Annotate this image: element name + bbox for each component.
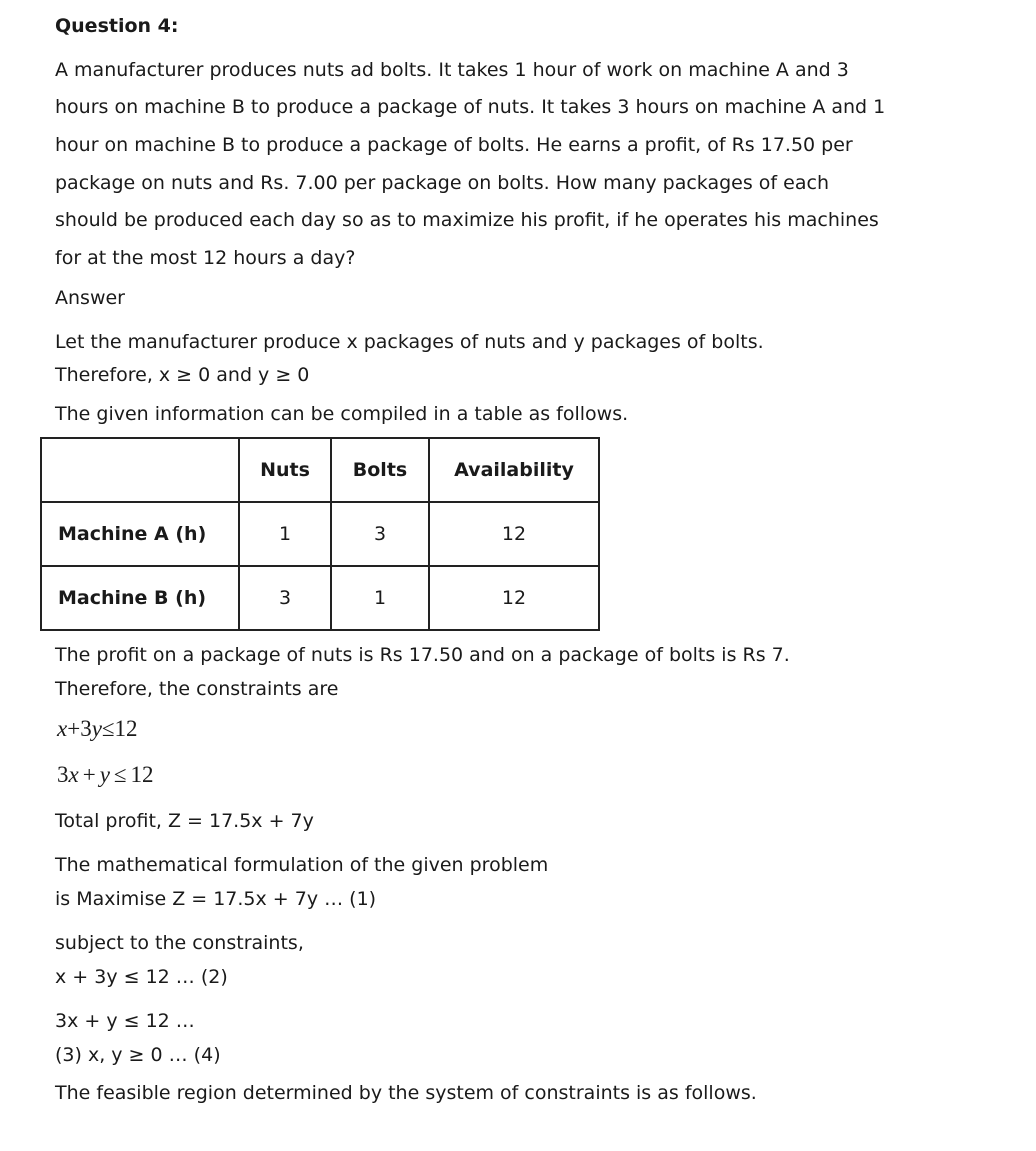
table-intro: The given information can be compiled in a table as follows. (55, 403, 629, 425)
constraint-1-plus: + (67, 716, 81, 741)
table-header-nuts: Nuts (239, 438, 331, 502)
constraint-1-rhs: 12 (114, 716, 138, 741)
table-header-empty (41, 438, 239, 502)
constraints-intro: Therefore, the constraints are (55, 678, 339, 700)
constraint-2-plus: + (82, 762, 96, 787)
table-header-bolts: Bolts (331, 438, 429, 502)
constraint-1-math (57, 715, 138, 743)
table-header-availability: Availability (429, 438, 599, 502)
total-profit: Total profit, Z = 17.5x + 7y (55, 810, 314, 832)
feasible-region-text: The feasible region determined by the system of constraints is as follows. (55, 1082, 757, 1104)
constraint-1-coef: 3 (80, 716, 92, 741)
formulation-line-1: The mathematical formulation of the given problem (55, 854, 549, 876)
constraint-2-coef: 3 (57, 762, 69, 787)
question-line-6: for at the most 12 hours a day? (55, 247, 356, 269)
table-cell-availability: 12 (429, 502, 599, 566)
question-line-5: should be produced each day so as to maximize his profit, if he operates his machines (55, 209, 879, 231)
question-title: Question 4: (55, 15, 179, 37)
constraint-1-rel: ≤ (101, 716, 115, 741)
info-table (40, 437, 600, 631)
constraint-2-math (57, 761, 154, 789)
constraint-2-rhs: 12 (130, 762, 154, 787)
question-line-2: hours on machine B to produce a package of nuts. It takes 3 hours on machine A and 1 (55, 96, 886, 118)
table-header-row (41, 438, 599, 502)
question-line-4: package on nuts and Rs. 7.00 per package on bolts. How many packages of each (55, 172, 829, 194)
table-row (41, 502, 599, 566)
equation-4: (3) x, y ≥ 0 … (4) (55, 1044, 221, 1066)
question-line-1: A manufacturer produces nuts ad bolts. It takes 1 hour of work on machine A and 3 (55, 59, 849, 81)
table-row-label: Machine A (h) (41, 502, 239, 566)
constraint-2-var-y: y (99, 762, 110, 787)
table-row-label: Machine B (h) (41, 566, 239, 630)
question-line-3: hour on machine B to produce a package of bolts. He earns a profit, of Rs 17.50 per (55, 134, 853, 156)
table-cell-nuts: 1 (239, 502, 331, 566)
equation-2: x + 3y ≤ 12 … (2) (55, 966, 228, 988)
constraint-1-var-x: x (57, 716, 68, 741)
formulation-line-2: is Maximise Z = 17.5x + 7y … (1) (55, 888, 377, 910)
equation-3: 3x + y ≤ 12 … (55, 1010, 195, 1032)
table-cell-bolts: 1 (331, 566, 429, 630)
answer-label: Answer (55, 287, 125, 309)
constraint-2-var-x: x (68, 762, 79, 787)
profit-text: The profit on a package of nuts is Rs 17.50 and on a package of bolts is Rs 7. (55, 644, 790, 666)
table-cell-availability: 12 (429, 566, 599, 630)
answer-intro-1: Let the manufacturer produce x packages of nuts and y packages of bolts. (55, 331, 764, 353)
table-row (41, 566, 599, 630)
table-cell-bolts: 3 (331, 502, 429, 566)
constraint-1-var-y: y (91, 716, 102, 741)
subject-to: subject to the constraints, (55, 932, 304, 954)
constraint-2-rel: ≤ (113, 762, 127, 787)
answer-intro-2: Therefore, x ≥ 0 and y ≥ 0 (55, 364, 310, 386)
table-cell-nuts: 3 (239, 566, 331, 630)
